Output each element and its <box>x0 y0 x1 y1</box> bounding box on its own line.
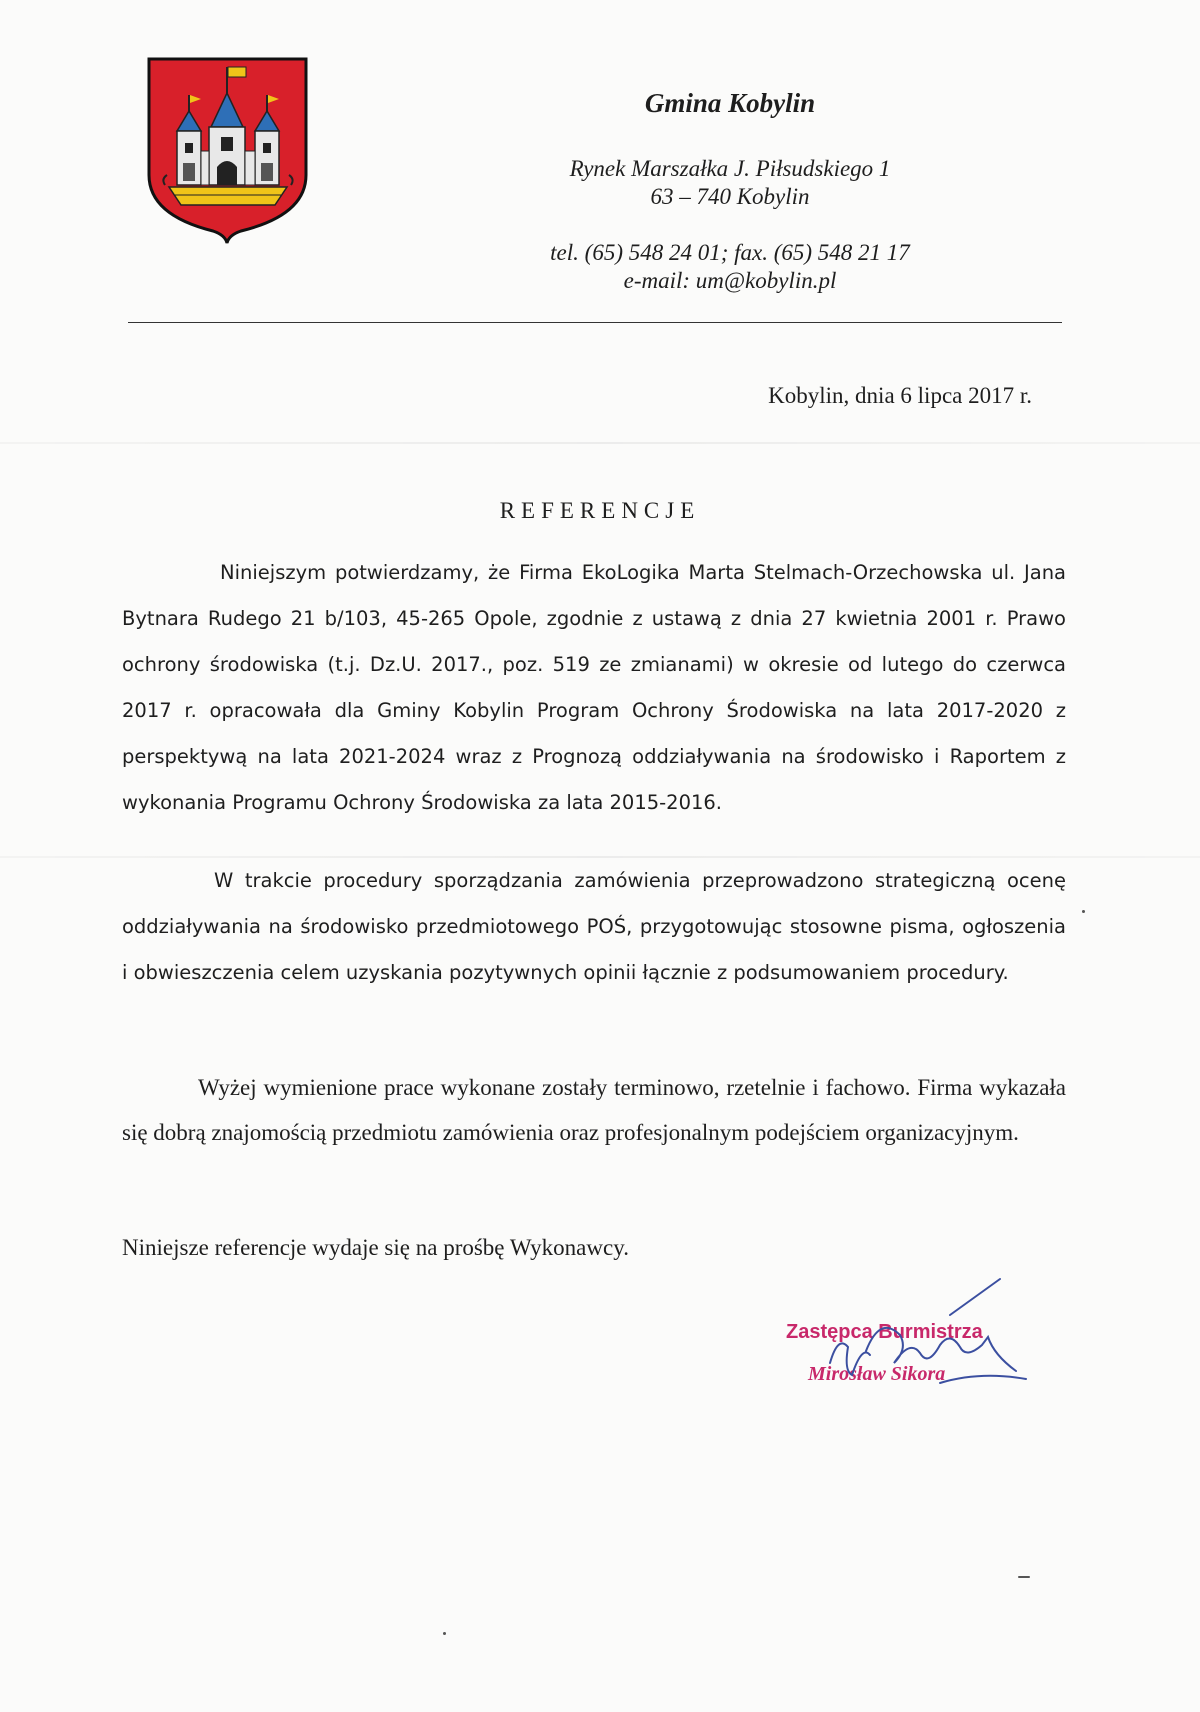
letter-title: REFERENCJE <box>499 498 701 523</box>
handwritten-signature-icon <box>790 1275 1050 1415</box>
paragraph-4: Niniejsze referencje wydaje się na prośbę Wykonawcy. <box>122 1235 629 1260</box>
fold-line <box>0 442 1200 444</box>
stamp-title: Zastępca Burmistrza <box>786 1321 983 1343</box>
email-line: e-mail: um@kobylin.pl <box>623 268 837 293</box>
phone-fax-line: tel. (65) 548 24 01; fax. (65) 548 21 17 <box>550 240 910 265</box>
paragraph-1: Niniejszym potwierdzamy, że Firma EkoLogika Marta Stelmach-Orzechowska ul. Jana Bytnara Rudego 21 b/103, 45-265 Opole, zgodnie z ustawą z dnia 27 kwietnia 2001 r. Prawo ochrony środowiska (t.j. Dz.U. 2017., poz. 519 ze zmianami) w okresie od lutego do czerwca 2017 r. opracowała dla Gminy Kobylin Program Ochrony Środowiska na lata 2017-2020 z perspektywą na lata 2021-2024 wraz z Prognozą oddziaływania na środowisko i Raportem z wykonania Programu Ochrony Środowiska za lata 2015-2016. <box>122 561 1066 814</box>
organization-name: Gmina Kobylin <box>644 88 816 118</box>
header-divider <box>128 322 1062 323</box>
scan-speck <box>1082 910 1085 913</box>
letter-date: Kobylin, dnia 6 lipca 2017 r. <box>768 383 1032 408</box>
address-line: Rynek Marszałka J. Piłsudskiego 1 <box>569 156 891 181</box>
stamp-name: Mirosław Sikora <box>808 1363 946 1385</box>
coat-of-arms-icon <box>145 55 310 245</box>
scan-speck <box>1018 1576 1030 1578</box>
postal-code-line: 63 – 740 Kobylin <box>650 184 810 209</box>
paragraph-2: W trakcie procedury sporządzania zamówienia przeprowadzono strategiczną ocenę oddziaływania na środowisko przedmiotowego POŚ, przygotowując stosowne pisma, ogłoszenia i obwieszczenia celem uzyskania pozytywnych opinii łącznie z podsumowaniem procedury. <box>122 869 1066 984</box>
scan-speck <box>443 1632 446 1635</box>
paragraph-3: Wyżej wymienione prace wykonane zostały terminowo, rzetelnie i fachowo. Firma wykazała się dobrą znajomością przedmiotu zamówienia oraz profesjonalnym podejściem organizacyjnym. <box>122 1075 1066 1145</box>
